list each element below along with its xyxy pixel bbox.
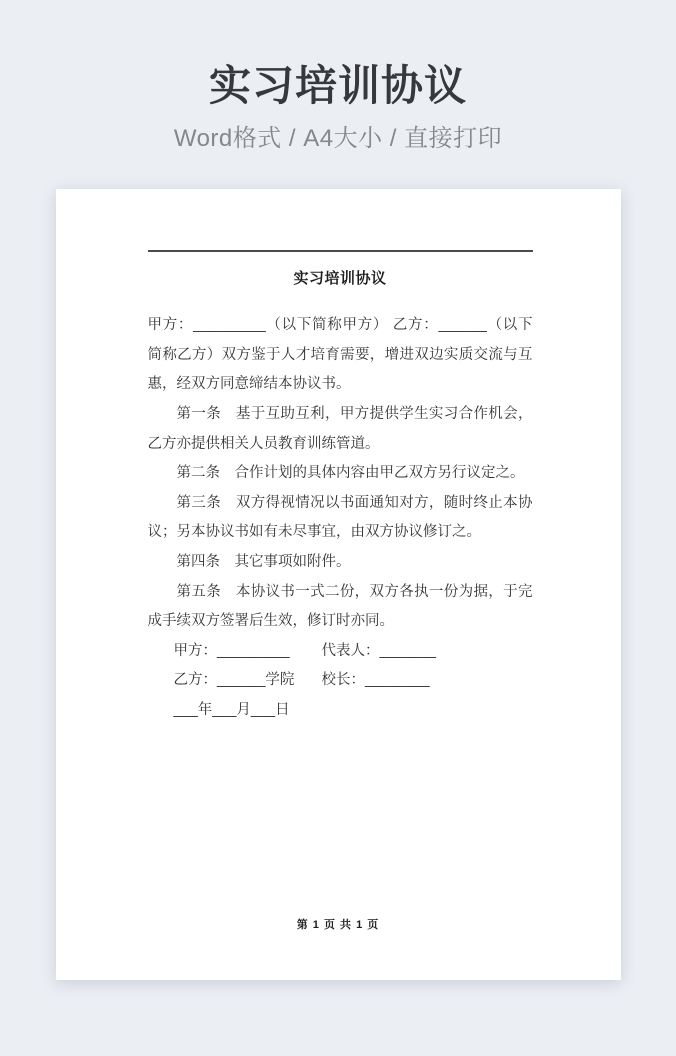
signature-row-1 <box>148 637 533 667</box>
page-number-footer: 第 1 页 共 1 页 <box>296 919 380 932</box>
signature-date-line: ___年___月___日 <box>173 702 290 719</box>
document-body <box>148 311 533 725</box>
doc-paragraph-article-2: 第二条 合作计划的具体内容由甲乙双方另行议定之。 <box>176 465 525 482</box>
document-title: 实习培训协议 <box>293 270 387 288</box>
signature-representative: 代表人：_______ <box>321 642 436 659</box>
signature-principal: 校长：________ <box>321 672 430 689</box>
doc-paragraph-article-3: 第三条 双方得视情况以书面通知对方，随时终止本协议；另本协议书如有未尽事宜，由双方协议修订之。 <box>147 494 533 541</box>
doc-paragraph-article-4: 第四条 其它事项如附件。 <box>176 554 351 571</box>
signature-party-b: 乙方：______学院 <box>173 672 295 689</box>
doc-paragraph-article-1: 第一条 基于互助互利，甲方提供学生实习合作机会，乙方亦提供相关人员教育训练管道。 <box>147 406 533 452</box>
page-subtitle: Word格式 / A4大小 / 直接打印 <box>173 125 503 153</box>
signature-party-a: 甲方：_________ <box>173 642 290 659</box>
doc-paragraph-intro: 甲方：_________（以下简称甲方） 乙方：______（以下简称乙方）双方鉴于人才培育需要，增进双边实质交流与互惠，经双方同意缔结本协议书。 <box>147 317 533 393</box>
signature-row-2 <box>148 666 533 696</box>
doc-paragraph-article-5: 第五条 本协议书一式二份，双方各执一份为据，于完成手续双方签署后生效，修订时亦同。 <box>147 583 533 630</box>
page-title: 实习培训协议 <box>208 62 467 109</box>
document-page <box>56 189 621 980</box>
document-top-rule <box>148 250 533 252</box>
listing-header <box>0 0 676 153</box>
